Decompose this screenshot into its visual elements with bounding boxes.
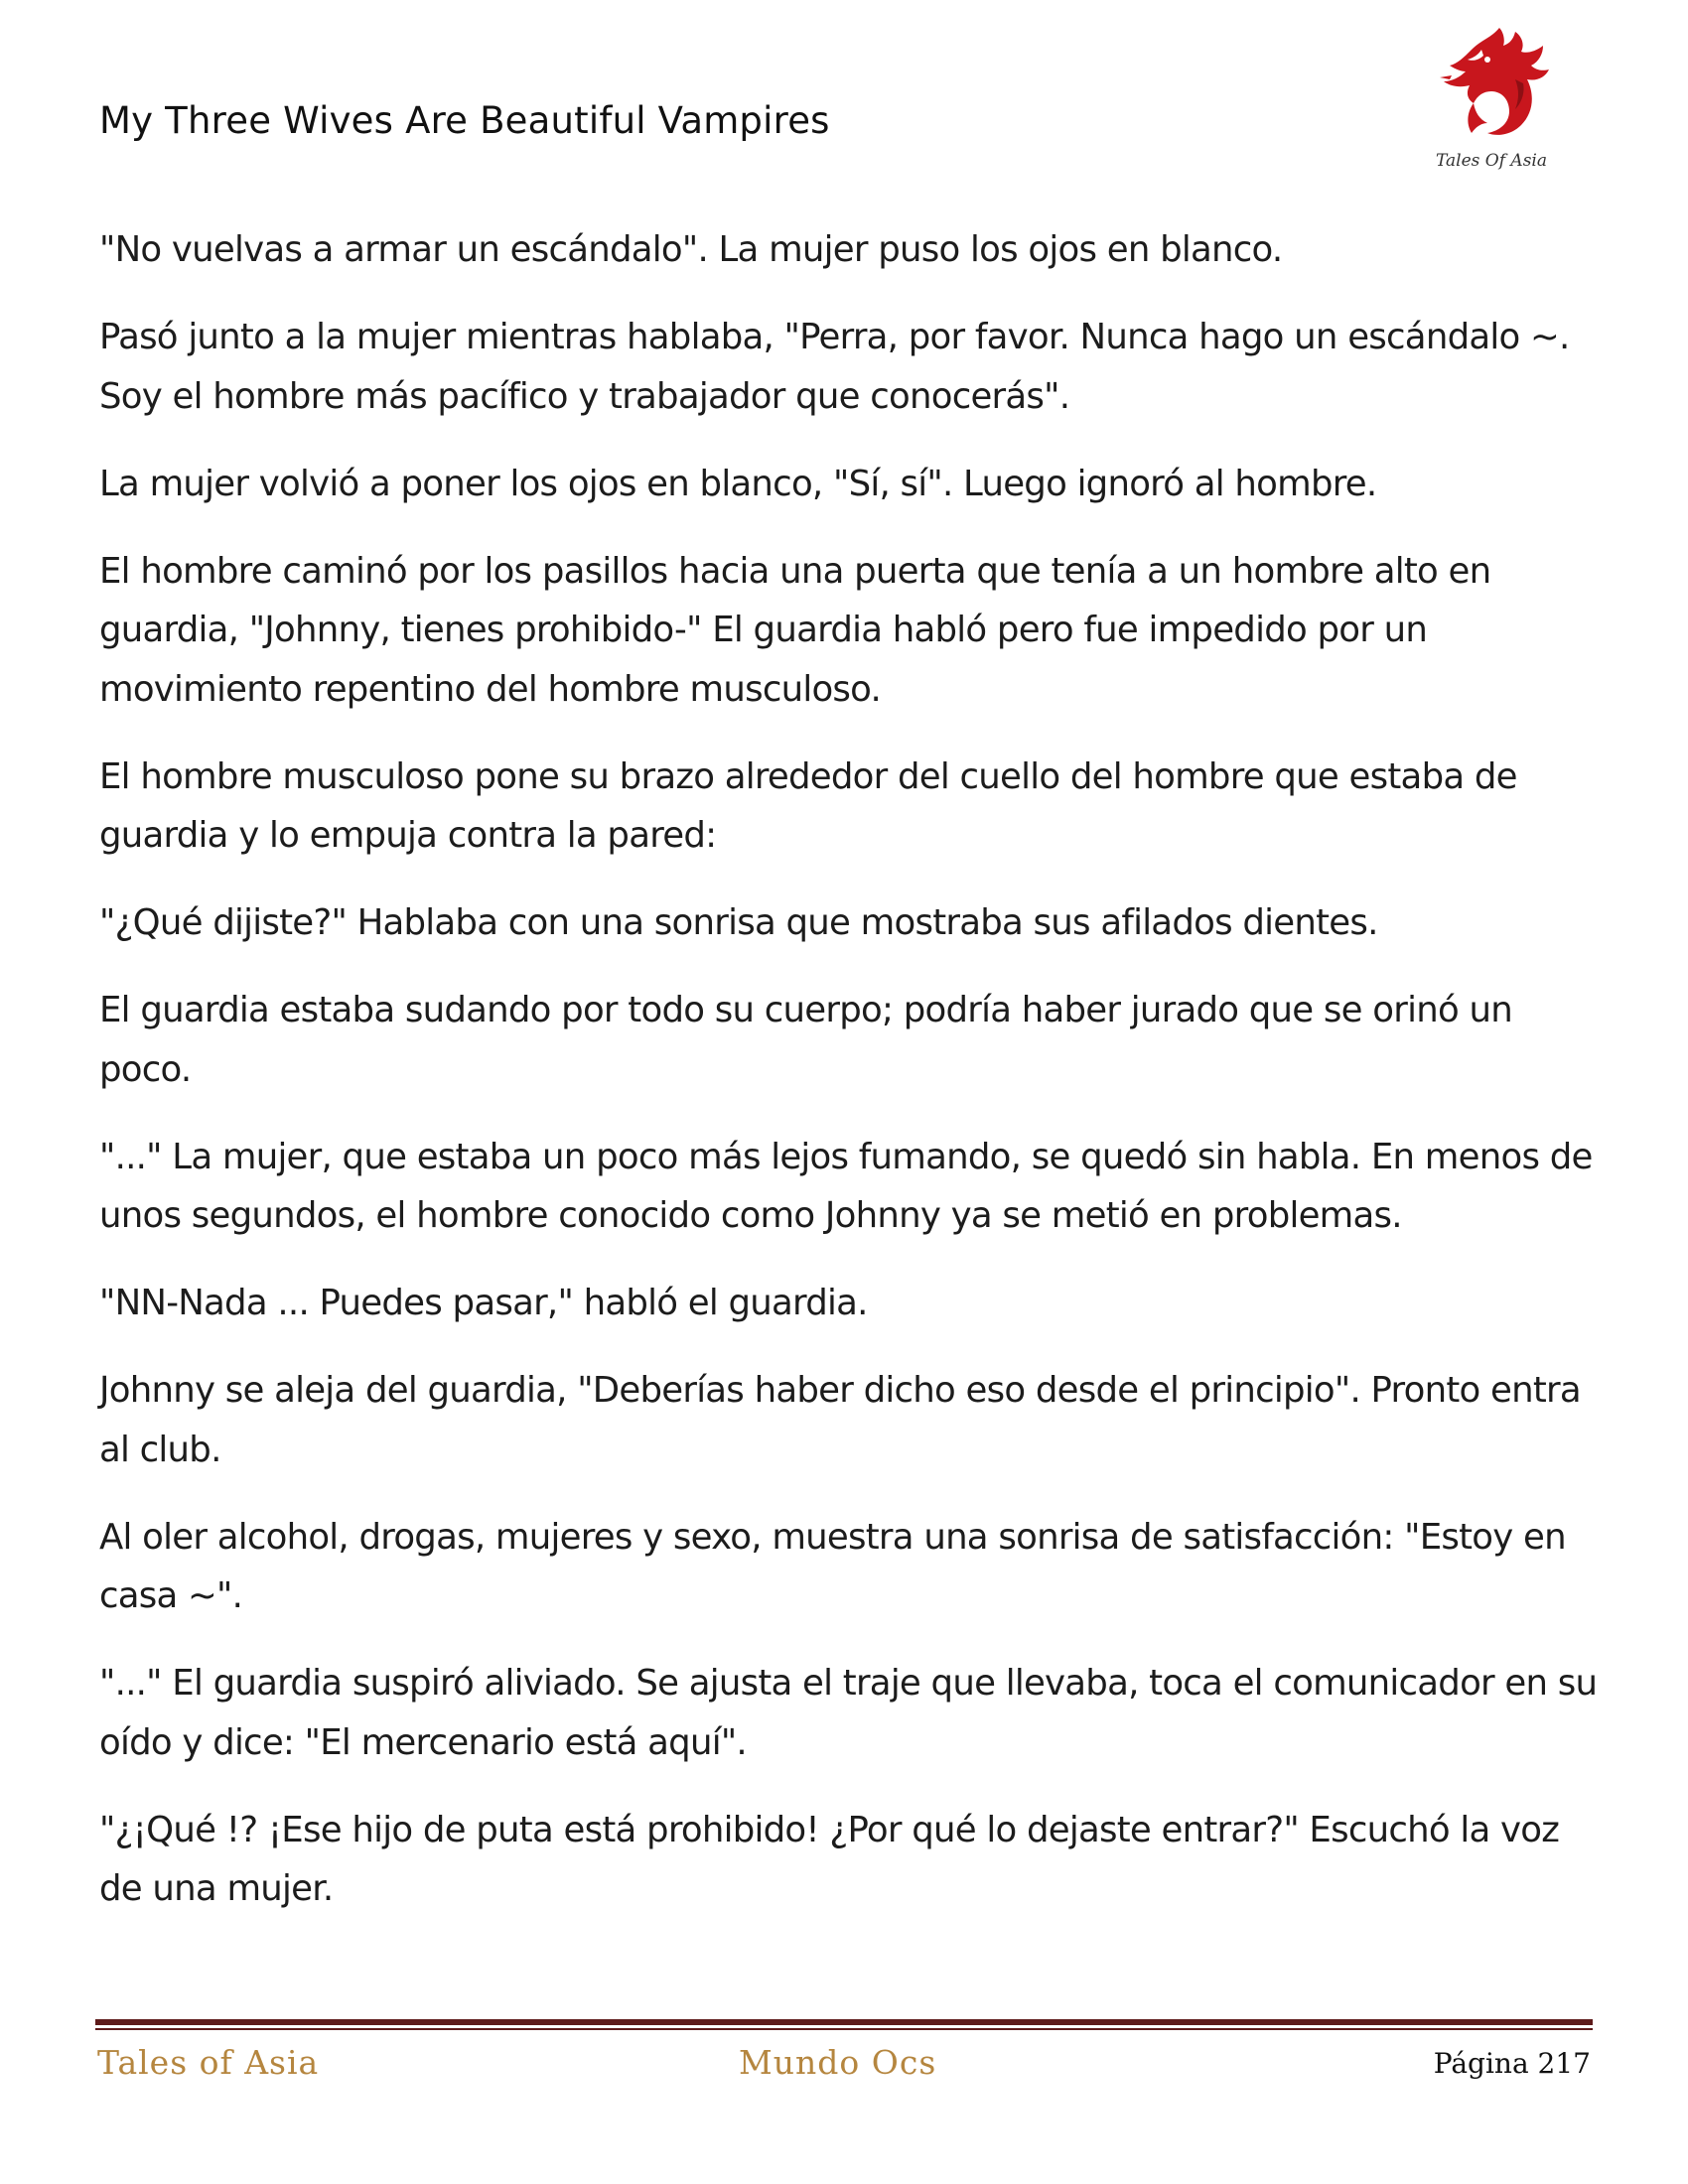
- footer-divider-thick: [95, 2019, 1593, 2025]
- paragraph: El hombre musculoso pone su brazo alrededor del cuello del hombre que estaba de guardia y lo empuja contra la pared:: [99, 755, 1517, 856]
- red-dragon-logo-icon: [1422, 20, 1561, 154]
- paragraph: "NN-Nada ... Puedes pasar," habló el guardia.: [99, 1283, 868, 1323]
- paragraph: Johnny se aleja del guardia, "Deberías haber dicho eso desde el principio". Pronto entra al club.: [99, 1370, 1581, 1470]
- document-title: My Three Wives Are Beautiful Vampires: [99, 99, 830, 142]
- paragraph: El guardia estaba sudando por todo su cuerpo; podría haber jurado que se orinó un poco.: [99, 990, 1512, 1090]
- footer-site-name: Tales of Asia: [97, 2043, 320, 2082]
- page-number: Página 217: [1433, 2047, 1591, 2080]
- footer-divider-thin: [95, 2028, 1593, 2030]
- footer-translator: Mundo Ocs: [739, 2043, 937, 2082]
- paragraph: La mujer volvió a poner los ojos en blanco, "Sí, sí". Luego ignoró al hombre.: [99, 463, 1377, 504]
- logo-text: Tales Of Asia: [1436, 151, 1547, 171]
- paragraph: Al oler alcohol, drogas, mujeres y sexo, muestra una sonrisa de satisfacción: "Estoy en casa ~".: [99, 1516, 1566, 1616]
- paragraph: "..." La mujer, que estaba un poco más lejos fumando, se quedó sin habla. En menos de unos segundos, el hombre conocido como Johnny ya se metió en problemas.: [99, 1136, 1593, 1236]
- paragraph: "¿Qué dijiste?" Hablaba con una sonrisa que mostraba sus afilados dientes.: [99, 902, 1378, 943]
- paragraph: "No vuelvas a armar un escándalo". La mujer puso los ojos en blanco.: [99, 229, 1283, 270]
- paragraph: El hombre caminó por los pasillos hacia una puerta que tenía a un hombre alto en guardia, "Johnny, tienes prohibido-" El guardia habló pero fue impedido por un movimiento repentino del hombre musculoso.: [99, 550, 1491, 710]
- paragraph: "¿¡Qué !? ¡Ese hijo de puta está prohibido! ¿Por qué lo dejaste entrar?" Escuchó la voz de una mujer.: [99, 1809, 1560, 1909]
- paragraph: "..." El guardia suspiró aliviado. Se ajusta el traje que llevaba, toca el comunicador en su oído y dice: "El mercenario está aquí".: [99, 1663, 1598, 1763]
- tales-of-asia-logo: [1422, 20, 1561, 179]
- paragraph: Pasó junto a la mujer mientras hablaba, "Perra, por favor. Nunca hago un escándalo ~. Soy el hombre más pacífico y trabajador que conocerás".: [99, 317, 1570, 417]
- chapter-body: [99, 220, 1599, 1947]
